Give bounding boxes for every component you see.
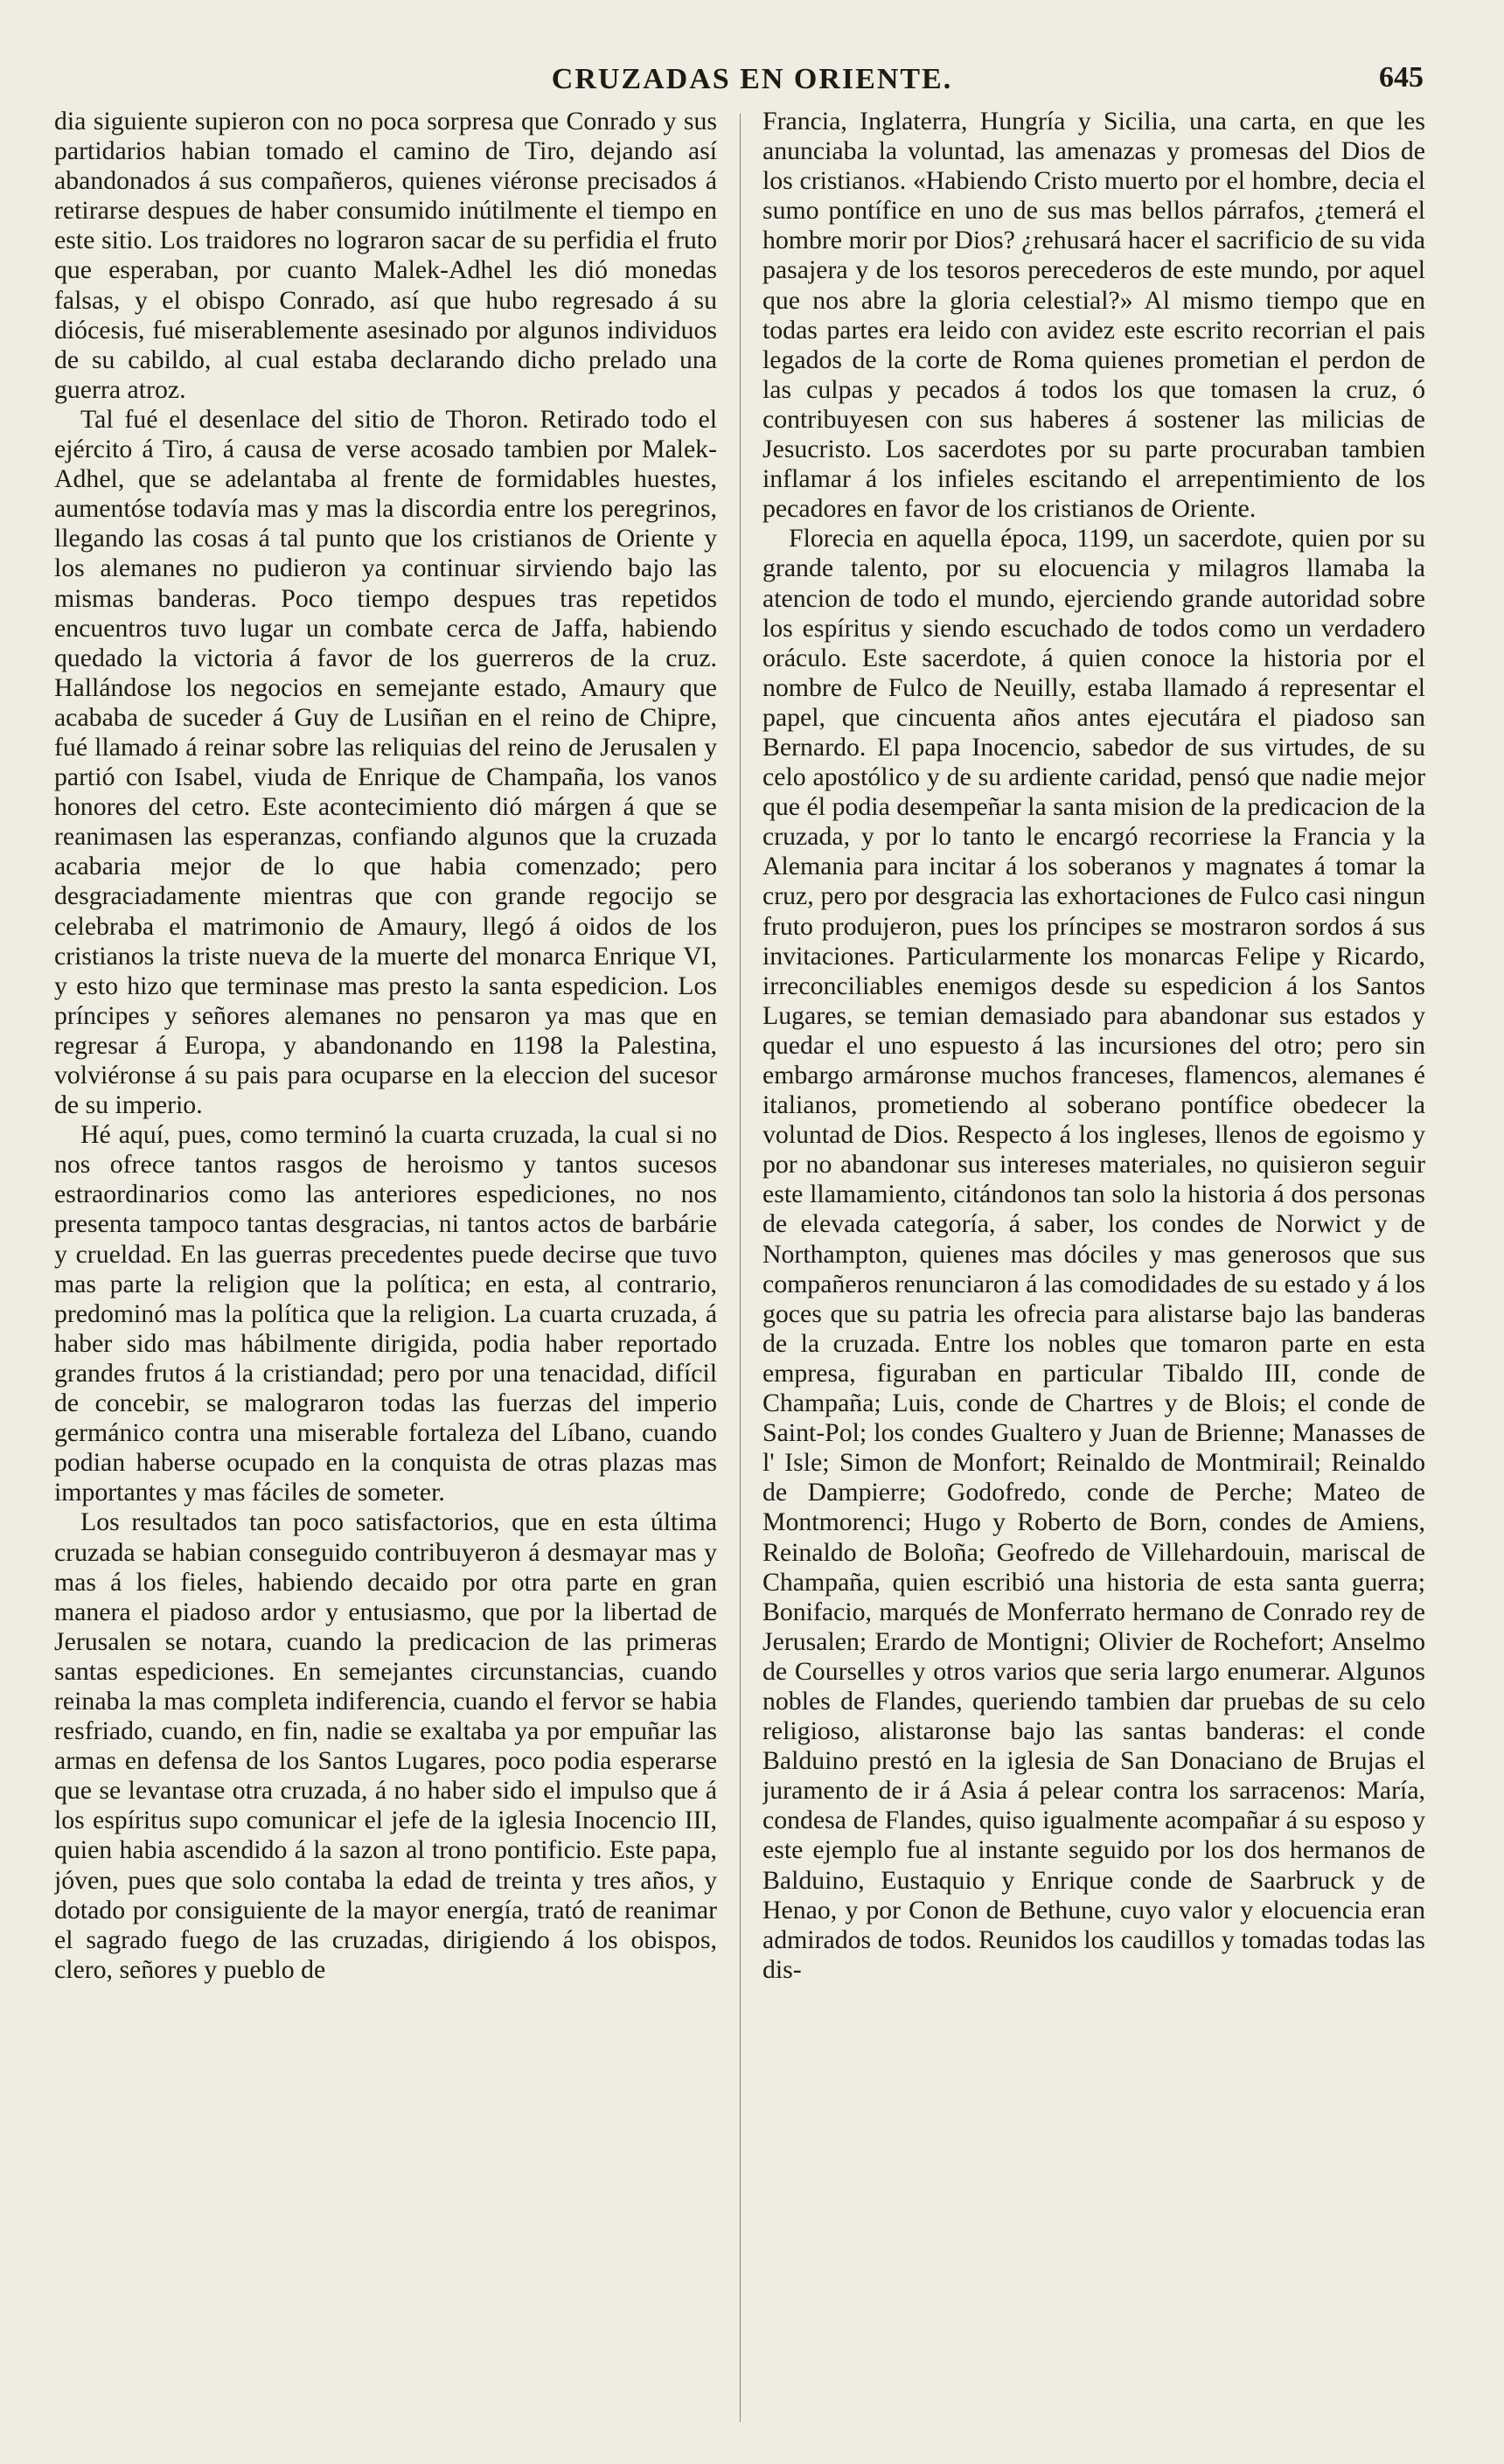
paragraph: Tal fué el desenlace del sitio de Thoron. Retirado todo el ejército á Tiro, á causa de verse acosado tambien por Malek-Adhel, que se adelantaba al frente de formidables huestes, aumentóse todavía mas y mas la discordia entre los peregrinos, llegando las cosas á tal punto que los cristianos de Oriente y los alemanes no pudieron ya continuar sirviendo bajo las mismas banderas. Poco tiempo despues tras repetidos encuentros tuvo lugar un combate cerca de Jaffa, habiendo quedado la victoria á favor de los guerreros de la cruz. Hallándose los negocios en semejante estado, Amaury que acababa de suceder á Guy de Lusiñan en el reino de Chipre, fué llamado á reinar sobre las reliquias del reino de Jerusalen y partió con Isabel, viuda de Enrique de Champaña, los vanos honores del cetro. Este acontecimiento dió márgen á que se reanimasen las esperanzas, confiando algunos que la cruzada acabaria mejor de lo que habia comenzado; pero desgraciadamente mientras que con grande regocijo se celebraba el matrimonio de Amaury, llegó á oidos de los cristianos la triste nueva de la muerte del monarca Enrique VI, y esto hizo que terminase mas presto la santa espedicion. Los príncipes y señores alemanes no pensaron ya mas que en regresar á Europa, y abandonando en 1198 la Palestina, volviéronse á su pais para ocuparse en la eleccion del sucesor de su imperio. — [54, 404, 717, 1120]
left-column — [54, 107, 717, 2433]
paragraph: Hé aquí, pues, como terminó la cuarta cruzada, la cual si no nos ofrece tantos rasgos de heroismo y tantos sucesos estraordinarios como las anteriores espediciones, no nos presenta tampoco tantas desgracias, ni tantos actos de barbárie y crueldad. En las guerras precedentes puede decirse que tuvo mas parte la religion que la política; en esta, al contrario, predominó mas la política que la religion. La cuarta cruzada, á haber sido mas hábilmente dirigida, podia haber reportado grandes frutos á la cristiandad; pero por una tenacidad, difícil de concebir, se malograron todas las fuerzas del imperio germánico contra una miserable fortaleza del Líbano, cuando podian haberse ocupado en la conquista de otras plazas mas importantes y mas fáciles de someter. — [54, 1120, 717, 1507]
page-header — [0, 54, 1504, 107]
column-divider — [740, 114, 741, 2422]
running-title: CRUZADAS EN ORIENTE. — [551, 63, 953, 95]
paragraph: Los resultados tan poco satisfactorios, que en esta última cruzada se habian conseguido contribuyeron á desmayar mas y mas á los fieles, habiendo decaido por otra parte en gran manera el piadoso ardor y entusiasmo, que por la libertad de Jerusalen se notara, cuando la predicacion de las primeras santas espediciones. En semejantes circunstancias, cuando reinaba la mas completa indiferencia, cuando el fervor se habia resfriado, cuando, en fin, nadie se exaltaba ya por empuñar las armas en defensa de los Santos Lugares, poco podia esperarse que se levantase otra cruzada, á no haber sido el impulso que á los espíritus supo comunicar el jefe de la iglesia Inocencio III, quien habia ascendido á la sazon al trono pontificio. Este papa, jóven, pues que solo contaba la edad de treinta y tres años, y dotado por consiguiente de la mayor energía, trató de reanimar el sagrado fuego de las cruzadas, dirigiendo á los obispos, clero, señores y pueblo de — [54, 1507, 717, 1984]
paragraph: Florecia en aquella época, 1199, un sacerdote, quien por su grande talento, por su elocuencia y milagros llamaba la atencion de todo el mundo, ejerciendo grande autoridad sobre los espíritus y siendo escuchado de todos como un verdadero oráculo. Este sacerdote, á quien conoce la historia por el nombre de Fulco de Neuilly, estaba llamado á representar el papel, que cincuenta años antes ejecutára el piadoso san Bernardo. El papa Inocencio, sabedor de sus virtudes, de su celo apostólico y de su ardiente caridad, pensó que nadie mejor que él podia desempeñar la santa mision de la predicacion de la cruzada, y por lo tanto le encargó recorriese la Francia y la Alemania para incitar á los soberanos y magnates á tomar la cruz, pero por desgracia las exhortaciones de Fulco casi ningun fruto produjeron, pues los príncipes se mostraron sordos á sus invitaciones. Particularmente los monarcas Felipe y Ricardo, irreconciliables enemigos desde su espedicion á los Santos Lugares, se temian demasiado para abandonar sus estados y quedar el uno espuesto á las incursiones del otro; pero sin embargo armáronse muchos franceses, flamencos, alemanes é italianos, prometiendo al soberano pontífice obedecer la voluntad de Dios. Respecto á los ingleses, llenos de egoismo y por no abandonar sus intereses materiales, no quisieron seguir este llamamiento, citándonos tan solo la historia á dos personas de elevada categoría, á saber, los condes de Norwict y de Northampton, quienes mas dóciles y mas generosos que sus compañeros renunciaron á las comodidades de su estado y á los goces que su patria les ofrecia para alistarse bajo las banderas de la cruzada. Entre los nobles que tomaron parte en esta empresa, figuraban en particular Tibaldo III, conde de Champaña; Luis, conde de Chartres y de Blois; el conde de Saint-Pol; los condes Gualtero y Juan de Brienne; Manasses de l' Isle; Simon de Monfort; Reinaldo de Montmirail; Reinaldo de Dampierre; Godofredo, conde de Perche; Mateo de Montmorenci; Hugo y Roberto de Born, condes de Amiens, Reinaldo de Boloña; Geofredo de Villehardouin, mariscal de Champaña, quien escribió una historia de esta santa guerra; Bonifacio, marqués de Monferrato hermano de Conrado rey de Jerusalen; Erardo de Montigni; Olivier de Rochefort; Anselmo de Courselles y otros varios que seria largo enumerar. Algunos nobles de Flandes, queriendo tambien dar pruebas de su celo religioso, alistaronse bajo las santas banderas: el conde Balduino prestó en la iglesia de San Donaciano de Brujas el juramento de ir á Asia á pelear contra los sarracenos: María, condesa de Flandes, quiso igualmente acompañar á su esposo y este ejemplo fue al instante seguido por los dos hermanos de Balduino, Eustaquio y Enrique conde de Saarbruck y de Henao, y por Conon de Bethune, cuyo valor y elocuencia eran admirados de todos. Reunidos los caudillos y tomadas todas las dis- — [762, 524, 1425, 1984]
right-column — [762, 107, 1425, 2433]
page-number: 645 — [1379, 61, 1424, 94]
paragraph: Francia, Inglaterra, Hungría y Sicilia, una carta, en que les anunciaba la voluntad, las amenazas y promesas del Dios de los cristianos. «Habiendo Cristo muerto por el hombre, decia el sumo pontífice en uno de sus mas bellos párrafos, ¿temerá el hombre morir por Dios? ¿rehusará hacer el sacrificio de su vida pasajera y de los tesoros perecederos de este mundo, por aquel que nos abre la gloria celestial?» Al mismo tiempo que en todas partes era leido con avidez este escrito recorrian el pais legados de la corte de Roma quienes prometian el perdon de las culpas y pecados á todos los que tomasen la cruz, ó contribuyesen con sus haberes á sostener las milicias de Jesucristo. Los sacerdotes por su parte procuraban tambien inflamar á los infieles escitando el arrepentimiento de los pecadores en favor de los cristianos de Oriente. — [762, 107, 1425, 524]
paragraph: dia siguiente supieron con no poca sorpresa que Conrado y sus partidarios habian tomado el camino de Tiro, dejando así abandonados á sus compañeros, quienes viéronse precisados á retirarse despues de haber consumido inútilmente el tiempo en este sitio. Los traidores no lograron sacar de su perfidia el fruto que esperaban, por cuanto Malek-Adhel les dió monedas falsas, y el obispo Conrado, así que hubo regresado á su diócesis, fué miserablemente asesinado por algunos individuos de su cabildo, al cual estaba declarando dicho prelado una guerra atroz. — [54, 107, 717, 404]
